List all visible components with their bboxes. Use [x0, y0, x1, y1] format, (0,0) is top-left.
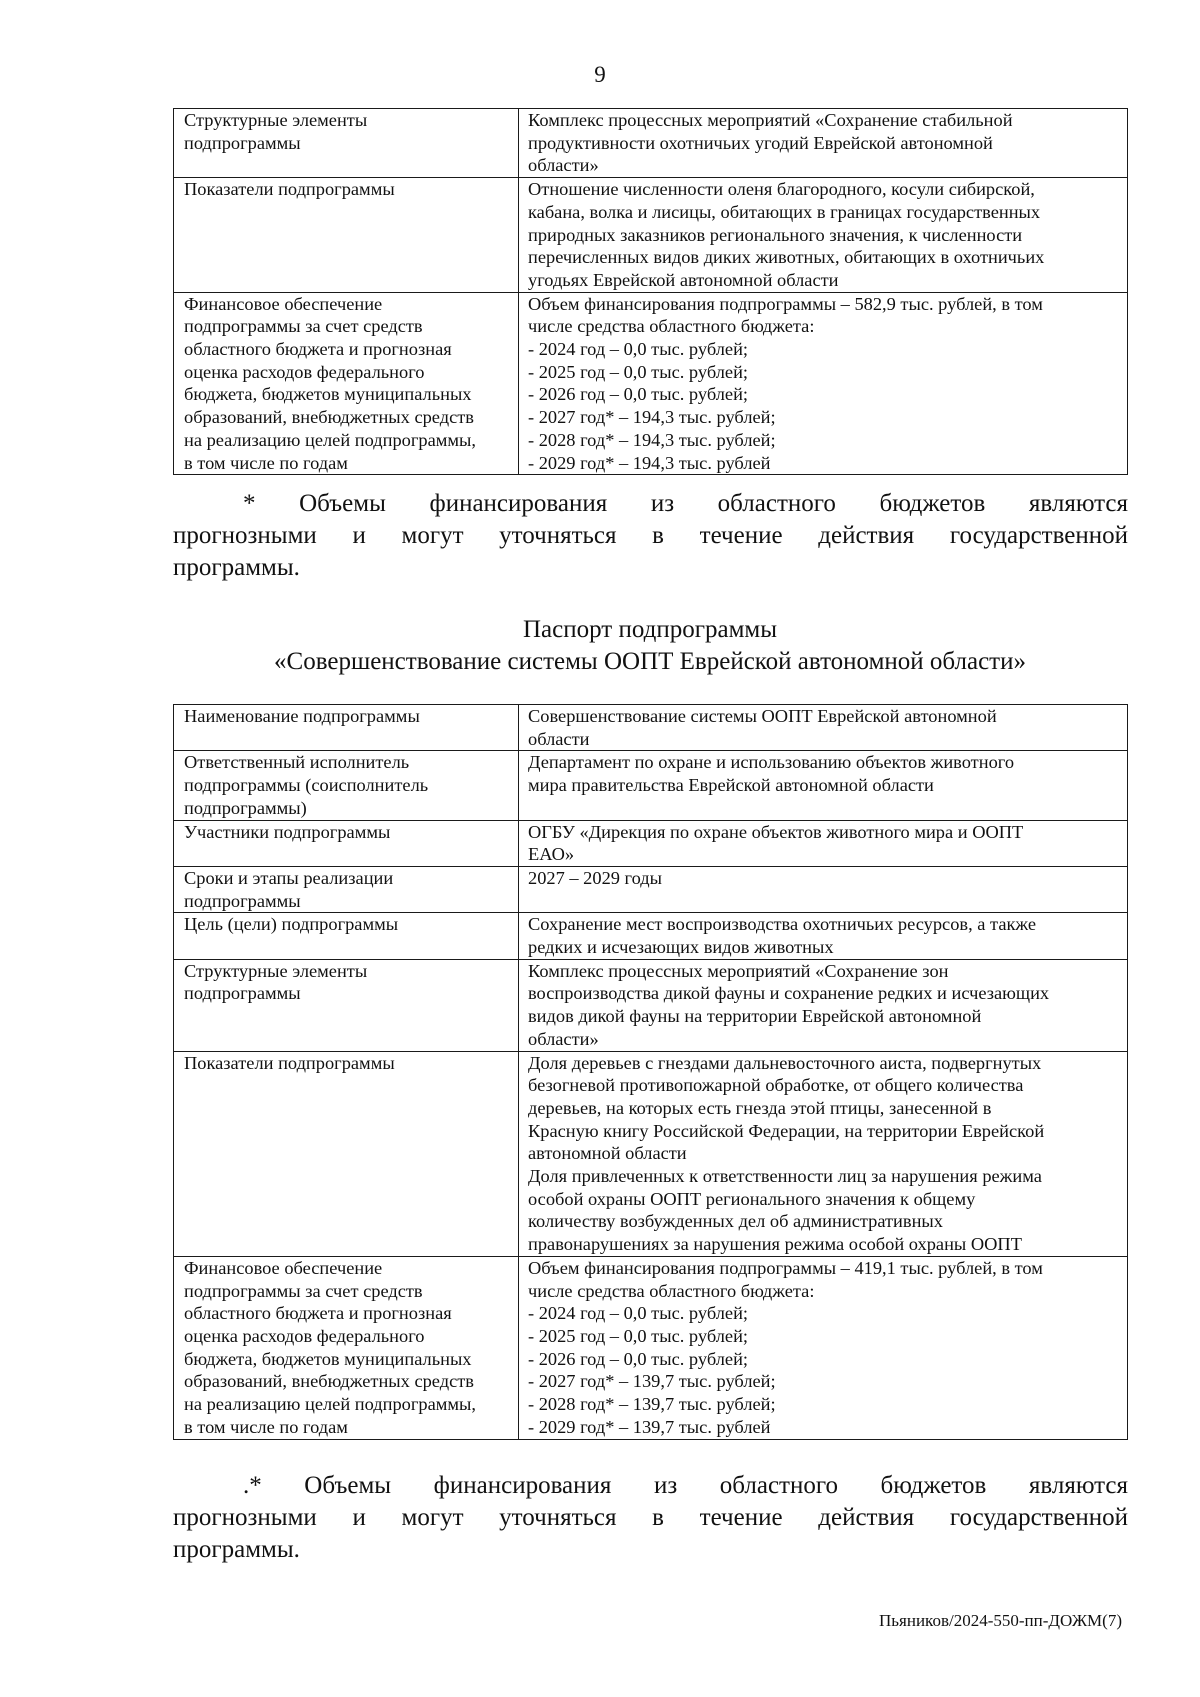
- row-value-terms: 2027 – 2029 годы: [519, 866, 1128, 912]
- row-label-financing: Финансовое обеспечение подпрограммы за счет средств областного бюджета и прогнозная оценка расходов федерального бюджета, бюджетов муниципальных образований, внебюджетных средств на реализацию целей подпрограммы, в том числе по годам: [174, 292, 519, 475]
- row-value-financing: Объем финансирования подпрограммы – 419,1 тыс. рублей, в том числе средства областного бюджета: - 2024 год – 0,0 тыс. рублей; - 2025 год – 0,0 тыс. рублей; - 2026 год – 0,0 тыс. рублей; - 2027 год* – 139,7 тыс. рублей; - 2028 год* – 139,7 тыс. рублей; - 2029 год* – 139,7 тыс. рублей: [519, 1256, 1128, 1439]
- row-value-executor: Департамент по охране и использованию объектов животного мира правительства Еврейской автономной области: [519, 751, 1128, 820]
- table-row: [174, 959, 1128, 1051]
- financing-forecast-note: .* Объемы финансирования из областного бюджетов являются прогнозными и могут уточняться в течение действия государственной программы.: [173, 1472, 1128, 1563]
- table-row: [174, 292, 1128, 475]
- subprogram-passport-table-continued: [173, 108, 1128, 475]
- table-row: [174, 1051, 1128, 1256]
- row-label-financing: Финансовое обеспечение подпрограммы за счет средств областного бюджета и прогнозная оценка расходов федерального бюджета, бюджетов муниципальных образований, внебюджетных средств на реализацию целей подпрограммы, в том числе по годам: [174, 1256, 519, 1439]
- row-value-structural-elements: Комплекс процессных мероприятий «Сохранение зон воспроизводства дикой фауны и сохранение редких и исчезающих видов дикой фауны на территории Еврейской автономной области»: [519, 959, 1128, 1051]
- row-label-indicators: Показатели подпрограммы: [174, 1051, 519, 1256]
- document-reference: Пьяников/2024-550-пп-ДОЖМ(7): [879, 1611, 1122, 1630]
- row-value-structural-elements: Комплекс процессных мероприятий «Сохранение стабильной продуктивности охотничьих угодий Еврейской автономной области»: [519, 109, 1128, 178]
- table-row: [174, 866, 1128, 912]
- table-row: [174, 178, 1128, 293]
- table-row: [174, 751, 1128, 820]
- row-value-name: Совершенствование системы ООПТ Еврейской автономной области: [519, 705, 1128, 751]
- row-label-indicators: Показатели подпрограммы: [174, 178, 519, 293]
- row-value-goal: Сохранение мест воспроизводства охотничьих ресурсов, а также редких и исчезающих видов животных: [519, 913, 1128, 959]
- financing-forecast-note: * Объемы финансирования из областного бюджетов являются прогнозными и могут уточняться в течение действия государственной программы.: [173, 490, 1128, 581]
- row-value-financing: Объем финансирования подпрограммы – 582,9 тыс. рублей, в том числе средства областного бюджета: - 2024 год – 0,0 тыс. рублей; - 2025 год – 0,0 тыс. рублей; - 2026 год – 0,0 тыс. рублей; - 2027 год* – 194,3 тыс. рублей; - 2028 год* – 194,3 тыс. рублей; - 2029 год* – 194,3 тыс. рублей: [519, 292, 1128, 475]
- table-row: [174, 705, 1128, 751]
- row-value-participants: ОГБУ «Дирекция по охране объектов животного мира и ООПТ ЕАО»: [519, 820, 1128, 866]
- table-row: [174, 820, 1128, 866]
- row-label-executor: Ответственный исполнитель подпрограммы (соисполнитель подпрограммы): [174, 751, 519, 820]
- table-row: [174, 913, 1128, 959]
- table-row: [174, 1256, 1128, 1439]
- subprogram-passport-table: [173, 704, 1128, 1440]
- table-row: [174, 109, 1128, 178]
- row-value-indicators: Отношение численности оленя благородного, косули сибирской, кабана, волка и лисицы, обитающих в границах государственных природных заказников регионального значения, к численности перечисленных видов диких животных, обитающих в охотничьих угодьях Еврейской автономной области: [519, 178, 1128, 293]
- row-label-goal: Цель (цели) подпрограммы: [174, 913, 519, 959]
- row-label-participants: Участники подпрограммы: [174, 820, 519, 866]
- row-label-name: Наименование подпрограммы: [174, 705, 519, 751]
- page-number: 9: [594, 62, 606, 87]
- row-label-structural-elements: Структурные элементы подпрограммы: [174, 109, 519, 178]
- section-heading: Паспорт подпрограммы: [522, 616, 778, 643]
- row-label-structural-elements: Структурные элементы подпрограммы: [174, 959, 519, 1051]
- row-label-terms: Сроки и этапы реализации подпрограммы: [174, 866, 519, 912]
- row-value-indicators: Доля деревьев с гнездами дальневосточного аиста, подвергнутых безогневой противопожарной обработке, от общего количества деревьев, на которых есть гнезда этой птицы, занесенной в Красную книгу Российской Федерации, на территории Еврейской автономной области Доля привлеченных к ответственности лиц за нарушения режима особой охраны ООПТ регионального значения к общему количеству возбужденных дел об административных правонарушениях за нарушения режима особой охраны ООПТ: [519, 1051, 1128, 1256]
- section-subheading: «Совершенствование системы ООПТ Еврейской автономной области»: [274, 648, 1026, 675]
